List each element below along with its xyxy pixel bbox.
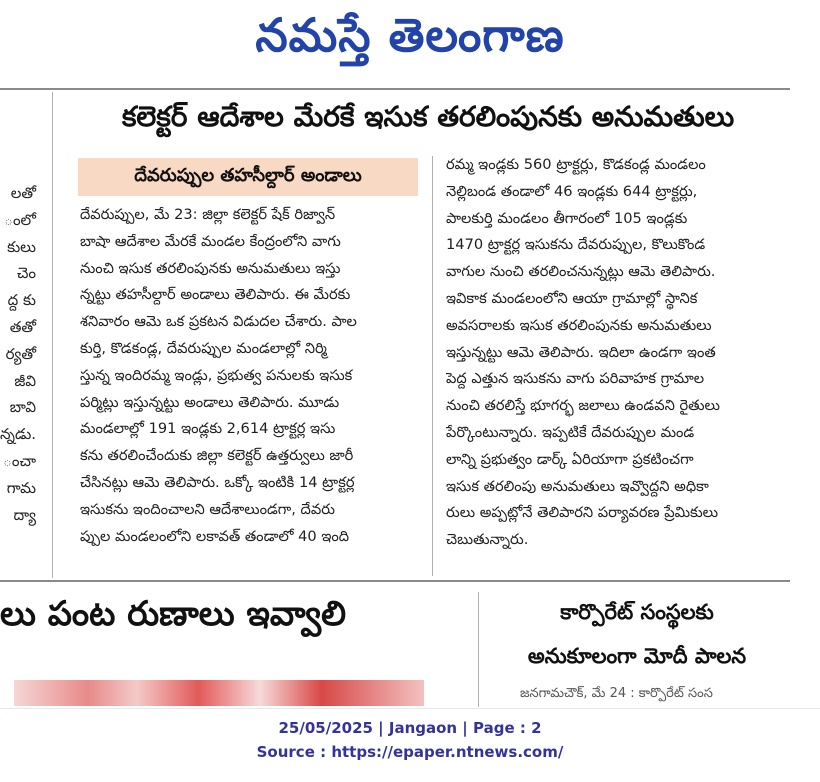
left-fragment-line: లతో [10, 184, 36, 202]
left-fragment-line: ంచా [3, 451, 36, 470]
article-text-line: రమ్మ ఇండ్లకు 560 ట్రాక్టర్లు, కొడకండ్ల మండలం [446, 156, 706, 173]
article-text-line: పెద్ద ఎత్తున ఇసుకను వాగు పరివాహక గ్రామాల [446, 370, 705, 388]
article-column-2 [446, 152, 786, 554]
article-text-line: ఇస్తున్నట్టు ఆమె తెలిపారు. ఇదిలా ఉండగా ఇంత [446, 343, 716, 361]
article-text-line: కుర్తి, కొడకండ్ల, దేవరుప్పుల మండలాల్లో నిర్మి [80, 339, 327, 357]
article-column-1 [80, 202, 422, 550]
article-text-line: అవసరాలకు ఇసుక తరలింపునకు అనుమతులు [446, 316, 712, 334]
left-fragment-line: చెం [16, 264, 36, 283]
side-story-headline-2: అనుకూలంగా మోదీ పాలన [527, 644, 747, 668]
left-fragment-line: కులు [7, 237, 36, 256]
top-divider [0, 88, 790, 90]
article-text-line: వాగుల నుంచి తరలించనున్నట్లు ఆమె తెలిపారు. [446, 263, 716, 281]
column-divider-bottom [478, 592, 479, 707]
article-text-line: నుంచి తరలిస్తే భూగర్భ జలాలు ఉండవని రైతులు [446, 397, 720, 415]
left-fragment-line: తతో [9, 317, 36, 336]
left-fragment-line: ర్యతో [5, 344, 36, 363]
article-text-line: చేసినట్లు ఆమె తెలిపారు. ఒక్కో ఇంటికి 14 ట్రాక్టర్ల [80, 473, 355, 491]
left-fragment-line: బావి [9, 398, 36, 417]
left-fragment-line: ద్ద కు [7, 291, 36, 310]
left-fragment-line: ంలో [4, 210, 36, 229]
masthead [0, 0, 820, 80]
article-text-line: పేర్కొంటున్నారు. ఇప్పటికే దేవరుప్పుల మండ [446, 423, 695, 441]
article-text-line: రులు అప్పట్లోనే తెలిపారని పర్యావరణ ప్రేమికులు [446, 504, 719, 522]
column-divider-center [432, 156, 433, 576]
left-column-fragment [0, 180, 40, 528]
article-text-line: ఇసుకను ఇందించాలని ఆదేశాలుండగా, దేవరు [80, 500, 335, 518]
footer-source: Source : https://epaper.ntnews.com/ [256, 743, 564, 761]
newspaper-logo: నమస్తే తెలంగాణ [255, 8, 565, 62]
footer [0, 708, 820, 782]
left-fragment-line: ద్యా [13, 505, 36, 524]
column-divider-left [52, 92, 53, 578]
article-subhead: దేవరుప్పుల తహసీల్దార్ అండాలు [78, 158, 418, 196]
middle-divider [0, 580, 790, 582]
article-text-line: పర్మిట్లు ఇస్తున్నట్టు అండాలు తెలిపారు. మూడు [80, 393, 340, 411]
photo-strip [14, 680, 424, 706]
article-text-line: మండలాల్లో 191 ఇండ్లకు 2,614 ట్రాక్టర్ల ఇసు [80, 420, 336, 438]
article-text-line: నెల్లిబండ తండాలో 46 ఇండ్లకు 644 ట్రాక్టర్లు, [446, 182, 698, 200]
article-headline: కలెక్టర్ ఆదేశాల మేరకే ఇసుక తరలింపునకు అనుమతులు [121, 100, 735, 133]
footer-date-edition: 25/05/2025 | Jangaon | Page : 2 [278, 719, 542, 737]
side-story-fragment: జనగామచౌక్, మే 24 : కార్పొరేట్ సంస [520, 686, 713, 701]
article-text-line: చెబుతున్నారు. [446, 531, 529, 549]
article-text-line: ఇవికాక మండలంలోని ఆయా గ్రామాల్లో స్థానిక [446, 289, 698, 307]
article-text-line: లాన్ని ప్రభుత్వం డార్క్ ఏరియాగా ప్రకటించగా [446, 450, 694, 468]
article-text-line: ప్పుల మండలంలోని లకావత్ తండాలో 40 ఇంది [80, 527, 350, 545]
article-text-line: కను తరలించేందుకు జిల్లా కలెక్టర్ ఉత్తర్వులు జారీ [80, 447, 354, 465]
article-text-line: 1470 ట్రాక్టర్ల ఇసుకను దేవరుప్పుల, కొలుకొండ [446, 236, 706, 254]
bottom-story-headline: లు పంట రుణాలు ఇవ్వాలి [0, 594, 346, 634]
article-text-line: న్నట్టు తహసీల్దార్ అండాలు తెలిపారు. ఈ మేరకు [80, 286, 351, 304]
article-text-line: బాషా ఆదేశాల మేరకే మండల కేంద్రంలోని వాగు [80, 232, 341, 250]
article-text-line: స్తున్న ఇందిరమ్మ ఇండ్లు, ప్రభుత్వ పనులకు ఇసుక [80, 366, 353, 384]
article-text-line: పాలకుర్తి మండలం తీగారంలో 105 ఇండ్లకు [446, 209, 688, 227]
side-story-headline-1: కార్పొరేట్ సంస్థలకు [560, 600, 714, 624]
article-text-line: నుంచి ఇసుక తరలింపునకు అనుమతులు ఇస్తు [80, 259, 341, 277]
article-text-line: ఇసుక తరలింపు అనుమతులు ఇవ్వొద్దని అధికా [446, 477, 709, 495]
article-text-line: శనివారం ఆమె ఒక ప్రకటన విడుదల చేశారు. పాల [80, 313, 357, 331]
article-text-line: దేవరుప్పుల, మే 23: జిల్లా కలెక్టర్ షేక్ రిజ్వాన్ [80, 206, 336, 223]
left-fragment-line: న్నడు. [0, 425, 37, 444]
left-fragment-line: గామ [6, 478, 36, 497]
left-fragment-line: జీవి [14, 371, 36, 390]
